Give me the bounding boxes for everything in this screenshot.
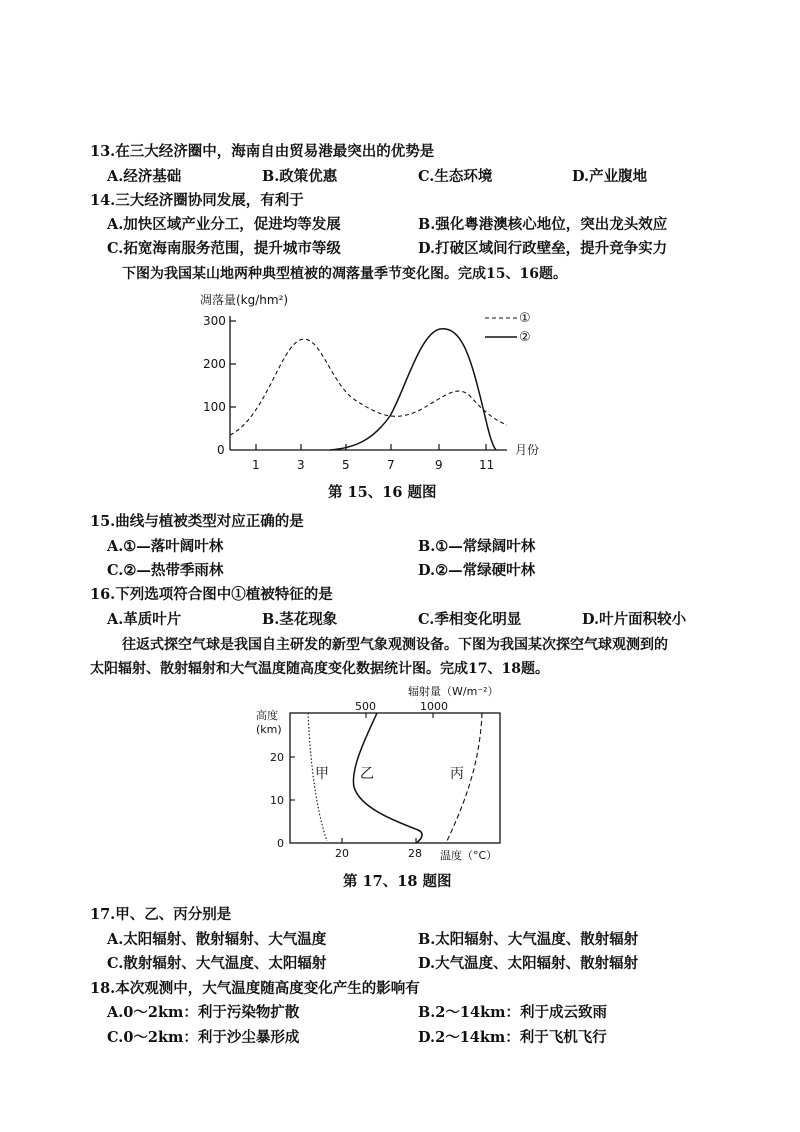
- q14-option-c: C.拓宽海南服务范围，提升城市等级: [107, 240, 341, 257]
- fig2-toptick-500: 500: [355, 700, 376, 713]
- fig1-ytick-200: 200: [203, 357, 226, 371]
- q17-option-b: B.太阳辐射、大气温度、散射辐射: [418, 931, 639, 948]
- fig1-caption: 第 15、16 题图: [328, 484, 437, 501]
- q15-option-d: D.②—常绿硬叶林: [418, 562, 536, 579]
- fig2-ylabel-1: 高度: [256, 709, 278, 722]
- q18-option-b: B.2～14km：利于成云致雨: [418, 1004, 607, 1021]
- fig1-xtick-1: 1: [252, 458, 260, 472]
- q18-option-d: D.2～14km：利于飞机飞行: [418, 1029, 607, 1046]
- curve-label-yi: 乙: [360, 766, 374, 782]
- fig1-xtick-7: 7: [387, 458, 395, 472]
- q18-option-c: C.0～2km：利于沙尘暴形成: [107, 1029, 300, 1046]
- q15-option-b: B.①—常绿阔叶林: [418, 538, 536, 555]
- q14-option-b: B.强化粤港澳核心地位，突出龙头效应: [418, 216, 668, 233]
- q16-option-c: C.季相变化明显: [418, 611, 522, 628]
- fig2-toptick-1000: 1000: [420, 700, 448, 713]
- q17-option-d: D.大气温度、太阳辐射、散射辐射: [418, 955, 639, 972]
- intro-15-16: 下图为我国某山地两种典型植被的凋落量季节变化图。完成15、16题。: [122, 266, 567, 282]
- q14-option-a: A.加快区域产业分工，促进均等发展: [107, 216, 341, 233]
- fig2-bottomtick-28: 28: [408, 847, 422, 860]
- fig2-ytick-0: 0: [277, 837, 284, 850]
- litterfall-chart: [195, 288, 555, 478]
- q17-stem: 17.甲、乙、丙分别是: [90, 906, 232, 923]
- fig2-bottomtick-20: 20: [335, 847, 349, 860]
- fig1-xtick-11: 11: [479, 458, 495, 472]
- curve-label-jia: 甲: [315, 766, 329, 782]
- q13-option-b: B.政策优惠: [262, 168, 338, 185]
- fig2-ytick-20: 20: [270, 751, 284, 764]
- curve-2-solid: [330, 329, 496, 450]
- q14-option-d: D.打破区域间行政壁垒，提升竞争实力: [418, 240, 668, 257]
- legend-label-2: ②: [519, 330, 531, 345]
- fig1-ytick-100: 100: [203, 400, 226, 414]
- fig1-ytick-300: 300: [203, 314, 226, 328]
- fig1-xtick-3: 3: [297, 458, 305, 472]
- q16-option-d: D.叶片面积较小: [582, 611, 687, 628]
- q14-stem: 14.三大经济圈协同发展，有利于: [90, 192, 304, 209]
- q16-option-b: B.茎花现象: [262, 611, 338, 628]
- curve-label-bing: 丙: [450, 766, 464, 782]
- q16-option-a: A.革质叶片: [107, 611, 182, 628]
- intro-17-18-line2: 太阳辐射、散射辐射和大气温度随高度变化数据统计图。完成17、18题。: [90, 661, 549, 677]
- fig1-xlabel: 月份: [515, 443, 540, 457]
- curve-1-dashed: [230, 339, 507, 435]
- fig2-bottomlabel: 温度（°C）: [440, 849, 498, 862]
- fig2-caption: 第 17、18 题图: [343, 873, 452, 890]
- q18-option-a: A.0～2km：利于污染物扩散: [107, 1004, 300, 1021]
- fig2-toplabel: 辐射量（W/m⁻²）: [408, 685, 499, 698]
- q16-stem: 16.下列选项符合图中①植被特征的是: [90, 586, 333, 603]
- fig1-ylabel: 凋落量(kg/hm²): [200, 293, 289, 307]
- q17-option-a: A.太阳辐射、散射辐射、大气温度: [107, 931, 327, 948]
- fig1-xtick-9: 9: [435, 458, 443, 472]
- fig1-ytick-0: 0: [217, 443, 225, 457]
- q15-option-a: A.①—落叶阔叶林: [107, 538, 224, 555]
- q13-stem: 13.在三大经济圈中，海南自由贸易港最突出的优势是: [90, 143, 435, 160]
- q17-option-c: C.散射辐射、大气温度、太阳辐射: [107, 955, 327, 972]
- fig1-xtick-5: 5: [342, 458, 350, 472]
- q13-option-d: D.产业腹地: [572, 168, 648, 185]
- q15-stem: 15.曲线与植被类型对应正确的是: [90, 513, 304, 530]
- fig2-ylabel-2: (km): [256, 723, 282, 736]
- q15-option-c: C.②—热带季雨林: [107, 562, 224, 579]
- balloon-chart: [250, 683, 530, 865]
- q13-option-c: C.生态环境: [418, 168, 493, 185]
- intro-17-18-line1: 往返式探空气球是我国自主研发的新型气象观测设备。下图为我国某次探空气球观测到的: [122, 637, 668, 653]
- q13-option-a: A.经济基础: [107, 168, 182, 185]
- fig2-ytick-10: 10: [270, 794, 284, 807]
- q18-stem: 18.本次观测中，大气温度随高度变化产生的影响有: [90, 980, 420, 997]
- legend-label-1: ①: [519, 311, 531, 326]
